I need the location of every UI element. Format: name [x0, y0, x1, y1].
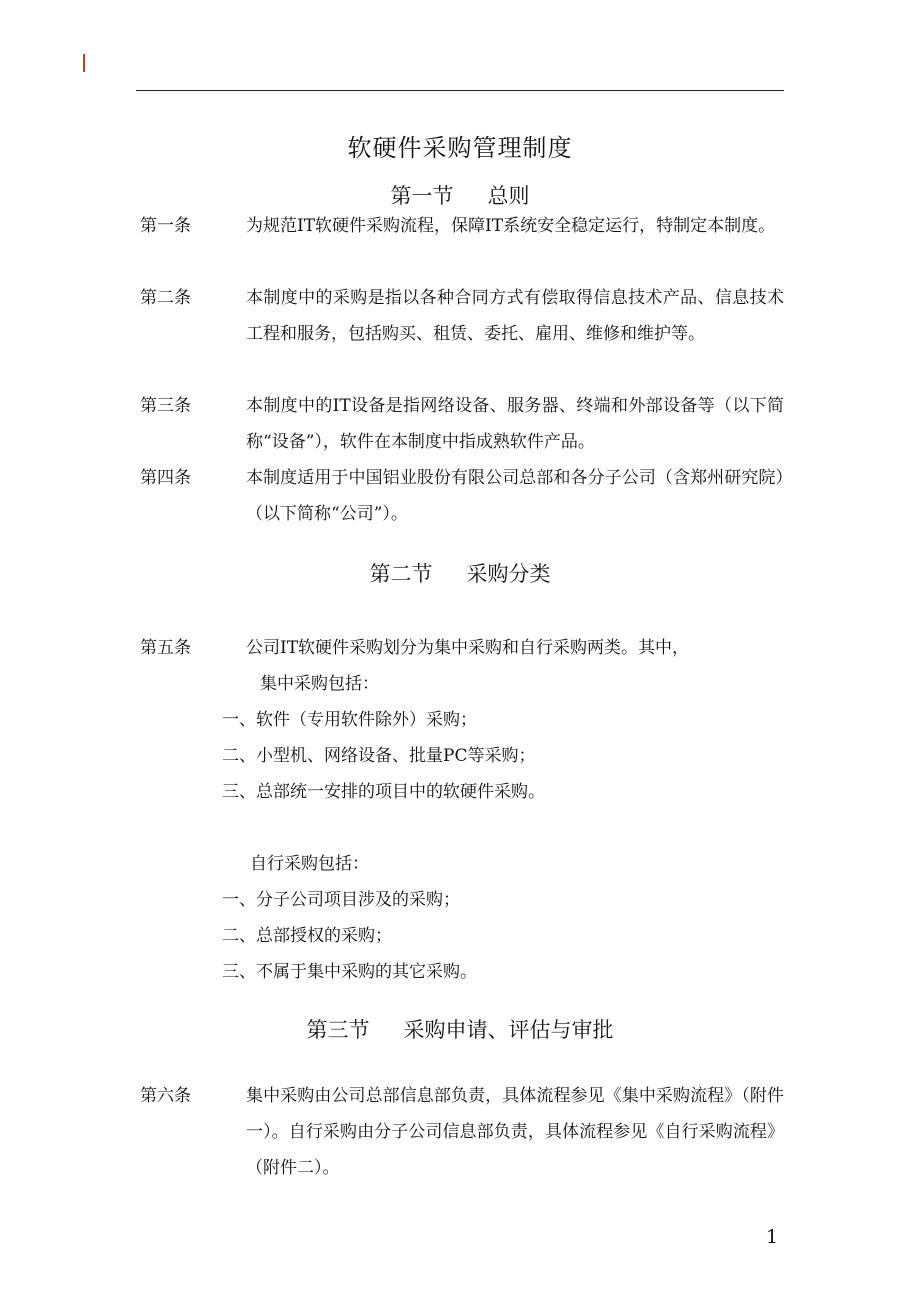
- section-number: 第二节: [369, 562, 433, 586]
- article-number: 第二条: [140, 288, 191, 308]
- document-title: 软硬件采购管理制度: [347, 134, 573, 162]
- list-item: 二、总部授权的采购；: [222, 926, 392, 946]
- article-number: 第一条: [140, 216, 191, 236]
- section-number: 第一节: [390, 184, 454, 208]
- section-name: 总则: [487, 184, 530, 208]
- article-text: 为规范IT软硬件采购流程，保障IT系统安全稳定运行，特制定本制度。: [246, 216, 776, 236]
- margin-mark: [83, 54, 85, 72]
- section-name: 采购申请、评估与审批: [403, 1018, 614, 1042]
- article-number: 第四条: [140, 468, 191, 488]
- list-item: 三、总部统一安排的项目中的软硬件采购。: [222, 782, 545, 802]
- list-item: 一、分子公司项目涉及的采购；: [222, 890, 460, 910]
- article-text: 集中采购由公司总部信息部负责，具体流程参见《集中采购流程》（附件一）。自行采购由分子公司信息部负责，具体流程参见《自行采购流程》（附件二）。: [246, 1086, 784, 1178]
- article-6: [140, 1078, 784, 1186]
- article-text: 公司IT软硬件采购划分为集中采购和自行采购两类。其中，: [246, 638, 690, 658]
- central-heading: 集中采购包括：: [260, 674, 379, 694]
- section-heading-2: [0, 558, 920, 588]
- section-heading-1: [0, 180, 920, 210]
- self-heading: 自行采购包括：: [250, 854, 369, 874]
- article-number: 第六条: [140, 1086, 191, 1106]
- list-item: 一、软件（专用软件除外）采购；: [222, 710, 477, 730]
- article-2: [140, 280, 784, 352]
- header-rule: [136, 90, 784, 91]
- list-item: 二、小型机、网络设备、批量PC等采购；: [222, 746, 536, 766]
- article-5: [140, 630, 784, 666]
- article-text: 本制度中的IT设备是指网络设备、服务器、终端和外部设备等（以下简称“设备”），软件在本制度中指成熟软件产品。: [246, 396, 784, 452]
- article-text: 本制度适用于中国铝业股份有限公司总部和各分子公司（含郑州研究院）（以下简称“公司”）。: [246, 468, 784, 524]
- list-item: 三、不属于集中采购的其它采购。: [222, 962, 477, 982]
- page-number: 1: [766, 1226, 779, 1248]
- section-name: 采购分类: [466, 562, 551, 586]
- article-number: 第三条: [140, 396, 191, 416]
- section-heading-3: [0, 1014, 920, 1044]
- section-number: 第三节: [306, 1018, 370, 1042]
- article-3: [140, 388, 784, 460]
- article-1: [140, 208, 784, 244]
- article-4: [140, 460, 784, 532]
- article-number: 第五条: [140, 638, 191, 658]
- article-text: 本制度中的采购是指以各种合同方式有偿取得信息技术产品、信息技术工程和服务，包括购买、租赁、委托、雇用、维修和维护等。: [246, 288, 784, 344]
